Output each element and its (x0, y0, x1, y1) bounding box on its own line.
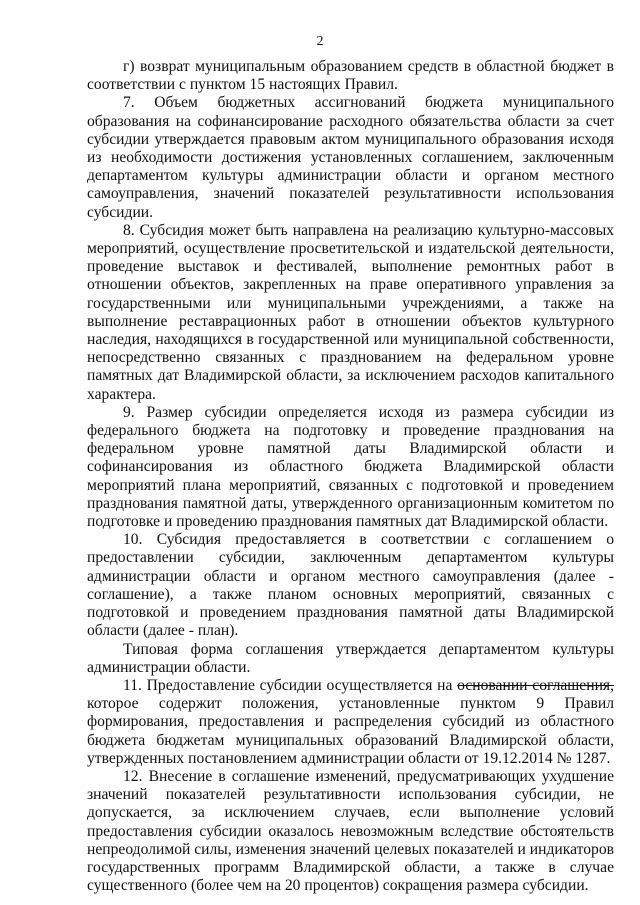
paragraph-12: 12. Внесение в соглашение изменений, предусматривающих ухудшение значений показателей результативности использования субсидии, не допускается, за исключением случаев, если выполнение условий предоставления субсидии оказалось невозможным вследствие обстоятельств непреодолимой силы, изменения значений целевых показателей и индикаторов государственных программ Владимирской области, а также в случае существенного (более чем на 20 процентов) сокращения размера субсидии. (87, 767, 614, 895)
paragraph-8: 8. Субсидия может быть направлена на реализацию культурно-массовых мероприятий, осуществление просветительской и издательской деятельности, проведение выставок и фестивалей, выполнение ремонтных работ в отношении объектов, закрепленных на праве оперативного управления за государственными или муниципальными учреждениями, а также на выполнение реставрационных работ в отношении объектов культурного наследия, находящихся в государственной или муниципальной собственности, непосредственно связанных с празднованием на федеральном уровне памятных дат Владимирской области, за исключением расходов капитального характера. (87, 221, 614, 403)
paragraph-11-start: 11. Предоставление субсидии осуществляется на (123, 676, 458, 694)
paragraph-typical-form: Типовая форма соглашения утверждается департаментом культуры администрации области. (87, 640, 614, 676)
paragraph-11-struck-text: основании соглашения, (457, 676, 614, 694)
paragraph-7: 7. Объем бюджетных ассигнований бюджета муниципального образования на софинансирование расходного обязательства области за счет субсидии утверждается правовым актом муниципального образования исходя из необходимости достижения установленных соглашением, заключенным департаментом культуры администрации области и органом местного самоуправления, значений показателей результативности использования субсидии. (87, 94, 614, 221)
paragraph-11-end: которое содержит положения, установленные пунктом 9 Правил формирования, предоставления и распределения субсидий из областного бюджета бюджетам муниципальных образований Владимирской области, утвержденных постановлением администрации области от 19.12.2014 № 1287. (87, 695, 614, 767)
page-number: 2 (316, 34, 324, 49)
paragraph-return-funds: г) возврат муниципальным образованием средств в областной бюджет в соответствии с пунктом 15 настоящих Правил. (87, 58, 614, 94)
paragraph-10: 10. Субсидия предоставляется в соответствии с соглашением о предоставлении субсидии, заключенным департаментом культуры администрации области и органом местного самоуправления (далее - соглашение), а также планом основных мероприятий, связанных с подготовкой и проведением празднования памятной даты Владимирской области (далее - план). (87, 531, 614, 640)
paragraph-11 (87, 677, 614, 768)
paragraph-9: 9. Размер субсидии определяется исходя из размера субсидии из федерального бюджета на подготовку и проведение празднования на федеральном уровне памятной даты Владимирской области и софинансирования из областного бюджета Владимирской области мероприятий плана мероприятий, связанных с подготовкой и проведением празднования памятной даты, утвержденного организационным комитетом по подготовке и проведению празднования памятных дат Владимирской области. (87, 403, 614, 531)
document-body (87, 58, 614, 895)
